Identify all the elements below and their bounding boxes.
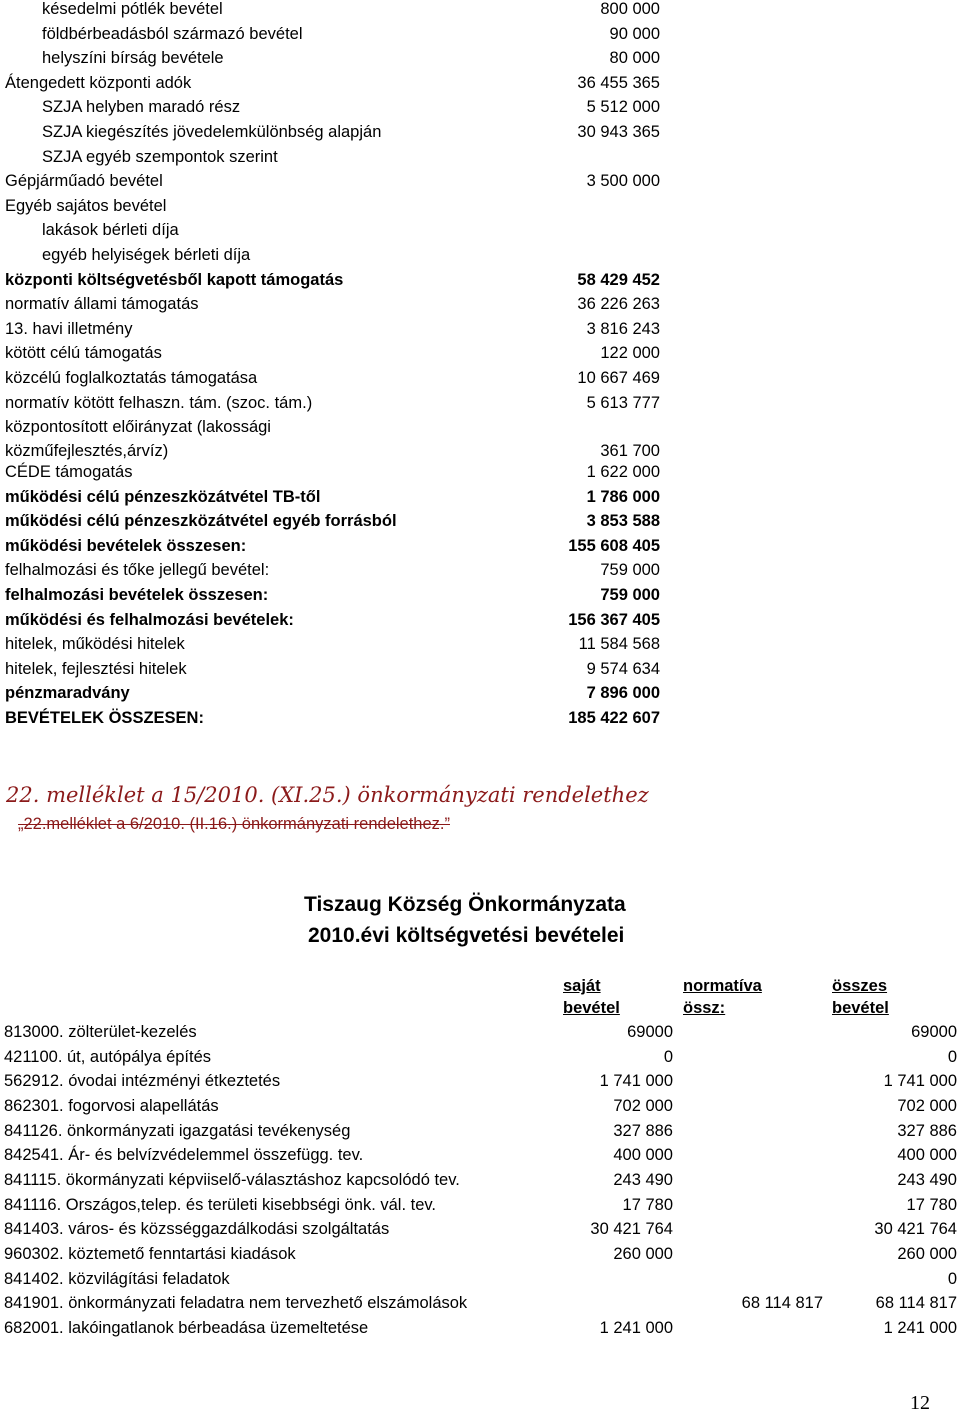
row-value: 7 896 000 (586, 684, 660, 703)
list-item (0, 317, 660, 341)
table-row (4, 1217, 956, 1241)
table-row (4, 1267, 956, 1291)
table-cell-own-revenue: 17 780 (622, 1195, 673, 1214)
table-cell-activity: 841115. ökormányzati képviiselő-választáshoz kapcsolódó tev. (4, 1170, 460, 1189)
row-label: egyéb helyiségek bérleti díja (42, 246, 251, 264)
table-cell-normative: 68 114 817 (741, 1294, 823, 1313)
list-item (0, 145, 660, 169)
list-item (0, 194, 660, 218)
row-value: 30 943 365 (577, 123, 660, 141)
list-item (0, 534, 660, 558)
table-cell-activity: 813000. zölterület-kezelés (4, 1023, 197, 1041)
col-header-norm (683, 975, 762, 1019)
list-item (0, 391, 660, 415)
row-label: késedelmi pótlék bevétel (42, 0, 223, 18)
table-cell-total: 17 780 (906, 1195, 957, 1214)
row-label: Gépjárműadó bevétel (5, 172, 163, 191)
row-value: 122 000 (600, 344, 660, 363)
row-value: 5 512 000 (586, 98, 660, 117)
table-cell-total: 0 (947, 1047, 957, 1066)
table-cell-activity: 841901. önkormányzati feladatra nem tervezhető elszámolások (4, 1294, 468, 1313)
row-value: 3 853 588 (586, 512, 660, 531)
list-item (0, 0, 660, 21)
row-value: 185 422 607 (568, 709, 660, 727)
list-item (0, 268, 660, 292)
table-cell-activity: 841402. közvilágítási feladatok (4, 1269, 230, 1288)
col-header-own-l2: bevétel (563, 999, 620, 1017)
table-cell-activity: 842541. Ár- és belvízvédelemmel összefügg. tev. (4, 1146, 364, 1165)
list-item (0, 46, 660, 70)
annex-struck-text: „22.melléklet a 6/2010. (II.16.) önkormányzati rendelethez.” (18, 815, 450, 833)
table-cell-activity: 841116. Országos,telep. és területi kisebbségi önk. vál. tev. (4, 1195, 436, 1214)
table-cell-own-revenue: 260 000 (613, 1244, 673, 1263)
table-cell-total: 1 741 000 (883, 1072, 957, 1091)
table-cell-activity: 682001. lakóingatlanok bérbeadása üzemeltetése (4, 1318, 369, 1337)
row-label: felhalmozási és tőke jellegű bevétel: (5, 561, 270, 580)
heading-line2: 2010.évi költségvetési bevételei (308, 924, 625, 947)
list-item (0, 485, 660, 509)
table-cell-total: 702 000 (897, 1096, 957, 1115)
row-label: működési célú pénzeszközátvétel TB-től (5, 487, 321, 506)
table-row (4, 1143, 956, 1167)
table-cell-own-revenue: 702 000 (613, 1096, 673, 1115)
row-label: pénzmaradvány (5, 684, 130, 703)
row-value: 9 574 634 (586, 659, 660, 678)
list-item (0, 243, 660, 267)
table-cell-activity: 562912. óvodai intézményi étkeztetés (4, 1072, 281, 1091)
row-value: 11 584 568 (578, 635, 660, 654)
list-item (0, 558, 660, 582)
col-header-total-l2: bevétel (832, 999, 889, 1017)
table-row (4, 1020, 956, 1044)
col-header-total (832, 975, 889, 1019)
row-label: SZJA egyéb szempontok szerint (42, 147, 278, 166)
table-row (4, 1193, 956, 1217)
page-number: 12 (910, 1392, 930, 1414)
row-label: 13. havi illetmény (5, 319, 133, 338)
table-row (4, 1045, 956, 1069)
list-item (0, 120, 660, 144)
list-item (0, 460, 660, 484)
row-label: működési és felhalmozási bevételek: (5, 610, 294, 629)
row-value: 3 500 000 (586, 172, 660, 191)
list-item (0, 341, 660, 365)
row-label: helyszíni bírság bevétele (42, 49, 224, 68)
row-value: 1 622 000 (586, 463, 660, 481)
table-cell-own-revenue: 0 (663, 1047, 673, 1066)
table-cell-activity: 841403. város- és közsséggazdálkodási szolgáltatás (4, 1220, 390, 1239)
list-item (0, 583, 660, 607)
table-cell-activity: 841126. önkormányzati igazgatási tevékenység (4, 1121, 351, 1140)
table-cell-total: 260 000 (897, 1244, 957, 1263)
row-label: földbérbeadásból származó bevétel (42, 24, 303, 43)
row-label: központi költségvetésből kapott támogatás (5, 270, 344, 289)
row-label: lakások bérleti díja (42, 221, 179, 240)
row-value: 80 000 (609, 49, 660, 68)
row-label: BEVÉTELEK ÖSSZESEN: (5, 709, 204, 727)
row-value: 1 786 000 (586, 487, 660, 506)
table-row (4, 1119, 956, 1143)
row-label: normatív kötött felhaszn. tám. (szoc. tám.) (5, 393, 313, 412)
row-label: SZJA kiegészítés jövedelemkülönbség alapján (42, 123, 382, 141)
row-value: 10 667 469 (577, 369, 660, 387)
row-label: működési bevételek összesen: (5, 536, 247, 555)
table-cell-total: 69000 (911, 1023, 957, 1041)
list-item (0, 218, 660, 242)
list-item (0, 95, 660, 119)
row-label: közcélú foglalkoztatás támogatása (5, 369, 258, 387)
list-item (0, 71, 660, 95)
table-cell-own-revenue: 30 421 764 (590, 1220, 673, 1239)
col-header-norm-l2: össz: (683, 999, 726, 1017)
row-label: normatív állami támogatás (5, 295, 199, 314)
list-item (0, 22, 660, 46)
row-value: 58 429 452 (577, 270, 660, 289)
table-cell-own-revenue: 327 886 (613, 1121, 673, 1140)
row-label-line1: központosított előirányzat (lakossági (5, 418, 271, 436)
row-value: 759 000 (600, 561, 660, 580)
table-row (4, 1069, 956, 1093)
col-header-own-l1: saját (563, 977, 601, 995)
row-label: hitelek, működési hitelek (5, 635, 185, 654)
table-cell-activity: 862301. fogorvosi alapellátás (4, 1096, 219, 1115)
row-label: Egyéb sajátos bevétel (5, 196, 167, 215)
row-label: felhalmozási bevételek összesen: (5, 586, 269, 604)
table-cell-own-revenue: 1 741 000 (599, 1072, 673, 1091)
col-header-norm-l1: normatíva (683, 977, 762, 995)
list-item (0, 706, 660, 730)
list-item (0, 657, 660, 681)
row-value: 36 455 365 (577, 73, 660, 92)
row-value: 5 613 777 (586, 393, 660, 412)
table-cell-total: 30 421 764 (874, 1220, 957, 1239)
row-label: működési célú pénzeszközátvétel egyéb forrásból (5, 512, 397, 531)
row-value: 759 000 (600, 586, 660, 604)
list-item (0, 509, 660, 533)
annex-struck-note (18, 815, 450, 834)
col-header-own (563, 975, 620, 1019)
table-row (4, 1316, 956, 1340)
list-item (0, 681, 660, 705)
table-cell-activity: 960302. köztemető fenntartási kiadások (4, 1244, 296, 1263)
list-item (0, 608, 660, 632)
list-item (0, 366, 660, 390)
table-cell-own-revenue: 1 241 000 (599, 1318, 673, 1337)
table-row (4, 1242, 956, 1266)
table-row (4, 1291, 956, 1315)
table-cell-activity: 421100. út, autópálya építés (4, 1047, 212, 1066)
table-cell-own-revenue: 69000 (627, 1023, 673, 1041)
row-value: 156 367 405 (568, 610, 660, 629)
annex-handwritten-note: 22. melléklet a 15/2010. (XI.25.) önkormányzati rendelethez (6, 783, 649, 807)
row-label: Átengedett központi adók (5, 73, 192, 92)
row-value: 3 816 243 (586, 319, 660, 338)
table-row (4, 1168, 956, 1192)
row-value: 90 000 (609, 24, 660, 43)
row-label: kötött célú támogatás (5, 344, 162, 363)
table-cell-total: 0 (947, 1269, 957, 1288)
row-value: 361 700 (600, 442, 660, 460)
list-item (0, 632, 660, 656)
row-value: 155 608 405 (568, 536, 660, 555)
table-row (4, 1094, 956, 1118)
col-header-total-l1: összes (832, 977, 888, 995)
list-item (0, 169, 660, 193)
row-value: 36 226 263 (577, 295, 660, 314)
row-label-line2: közműfejlesztés,árvíz) (5, 442, 169, 460)
row-label: hitelek, fejlesztési hitelek (5, 659, 187, 678)
two-line-row (0, 415, 660, 463)
table-cell-total: 400 000 (897, 1146, 957, 1165)
table-cell-total: 68 114 817 (875, 1294, 957, 1313)
list-item (0, 292, 660, 316)
heading-line1: Tiszaug Község Önkormányzata (304, 893, 626, 916)
table-cell-total: 1 241 000 (883, 1318, 957, 1337)
table-cell-total: 327 886 (897, 1121, 957, 1140)
row-label: SZJA helyben maradó rész (42, 98, 241, 117)
table-cell-own-revenue: 400 000 (613, 1146, 673, 1165)
row-value: 800 000 (600, 0, 660, 18)
table-cell-own-revenue: 243 490 (613, 1170, 673, 1189)
row-label: CÉDE támogatás (5, 463, 133, 481)
table-cell-total: 243 490 (897, 1170, 957, 1189)
